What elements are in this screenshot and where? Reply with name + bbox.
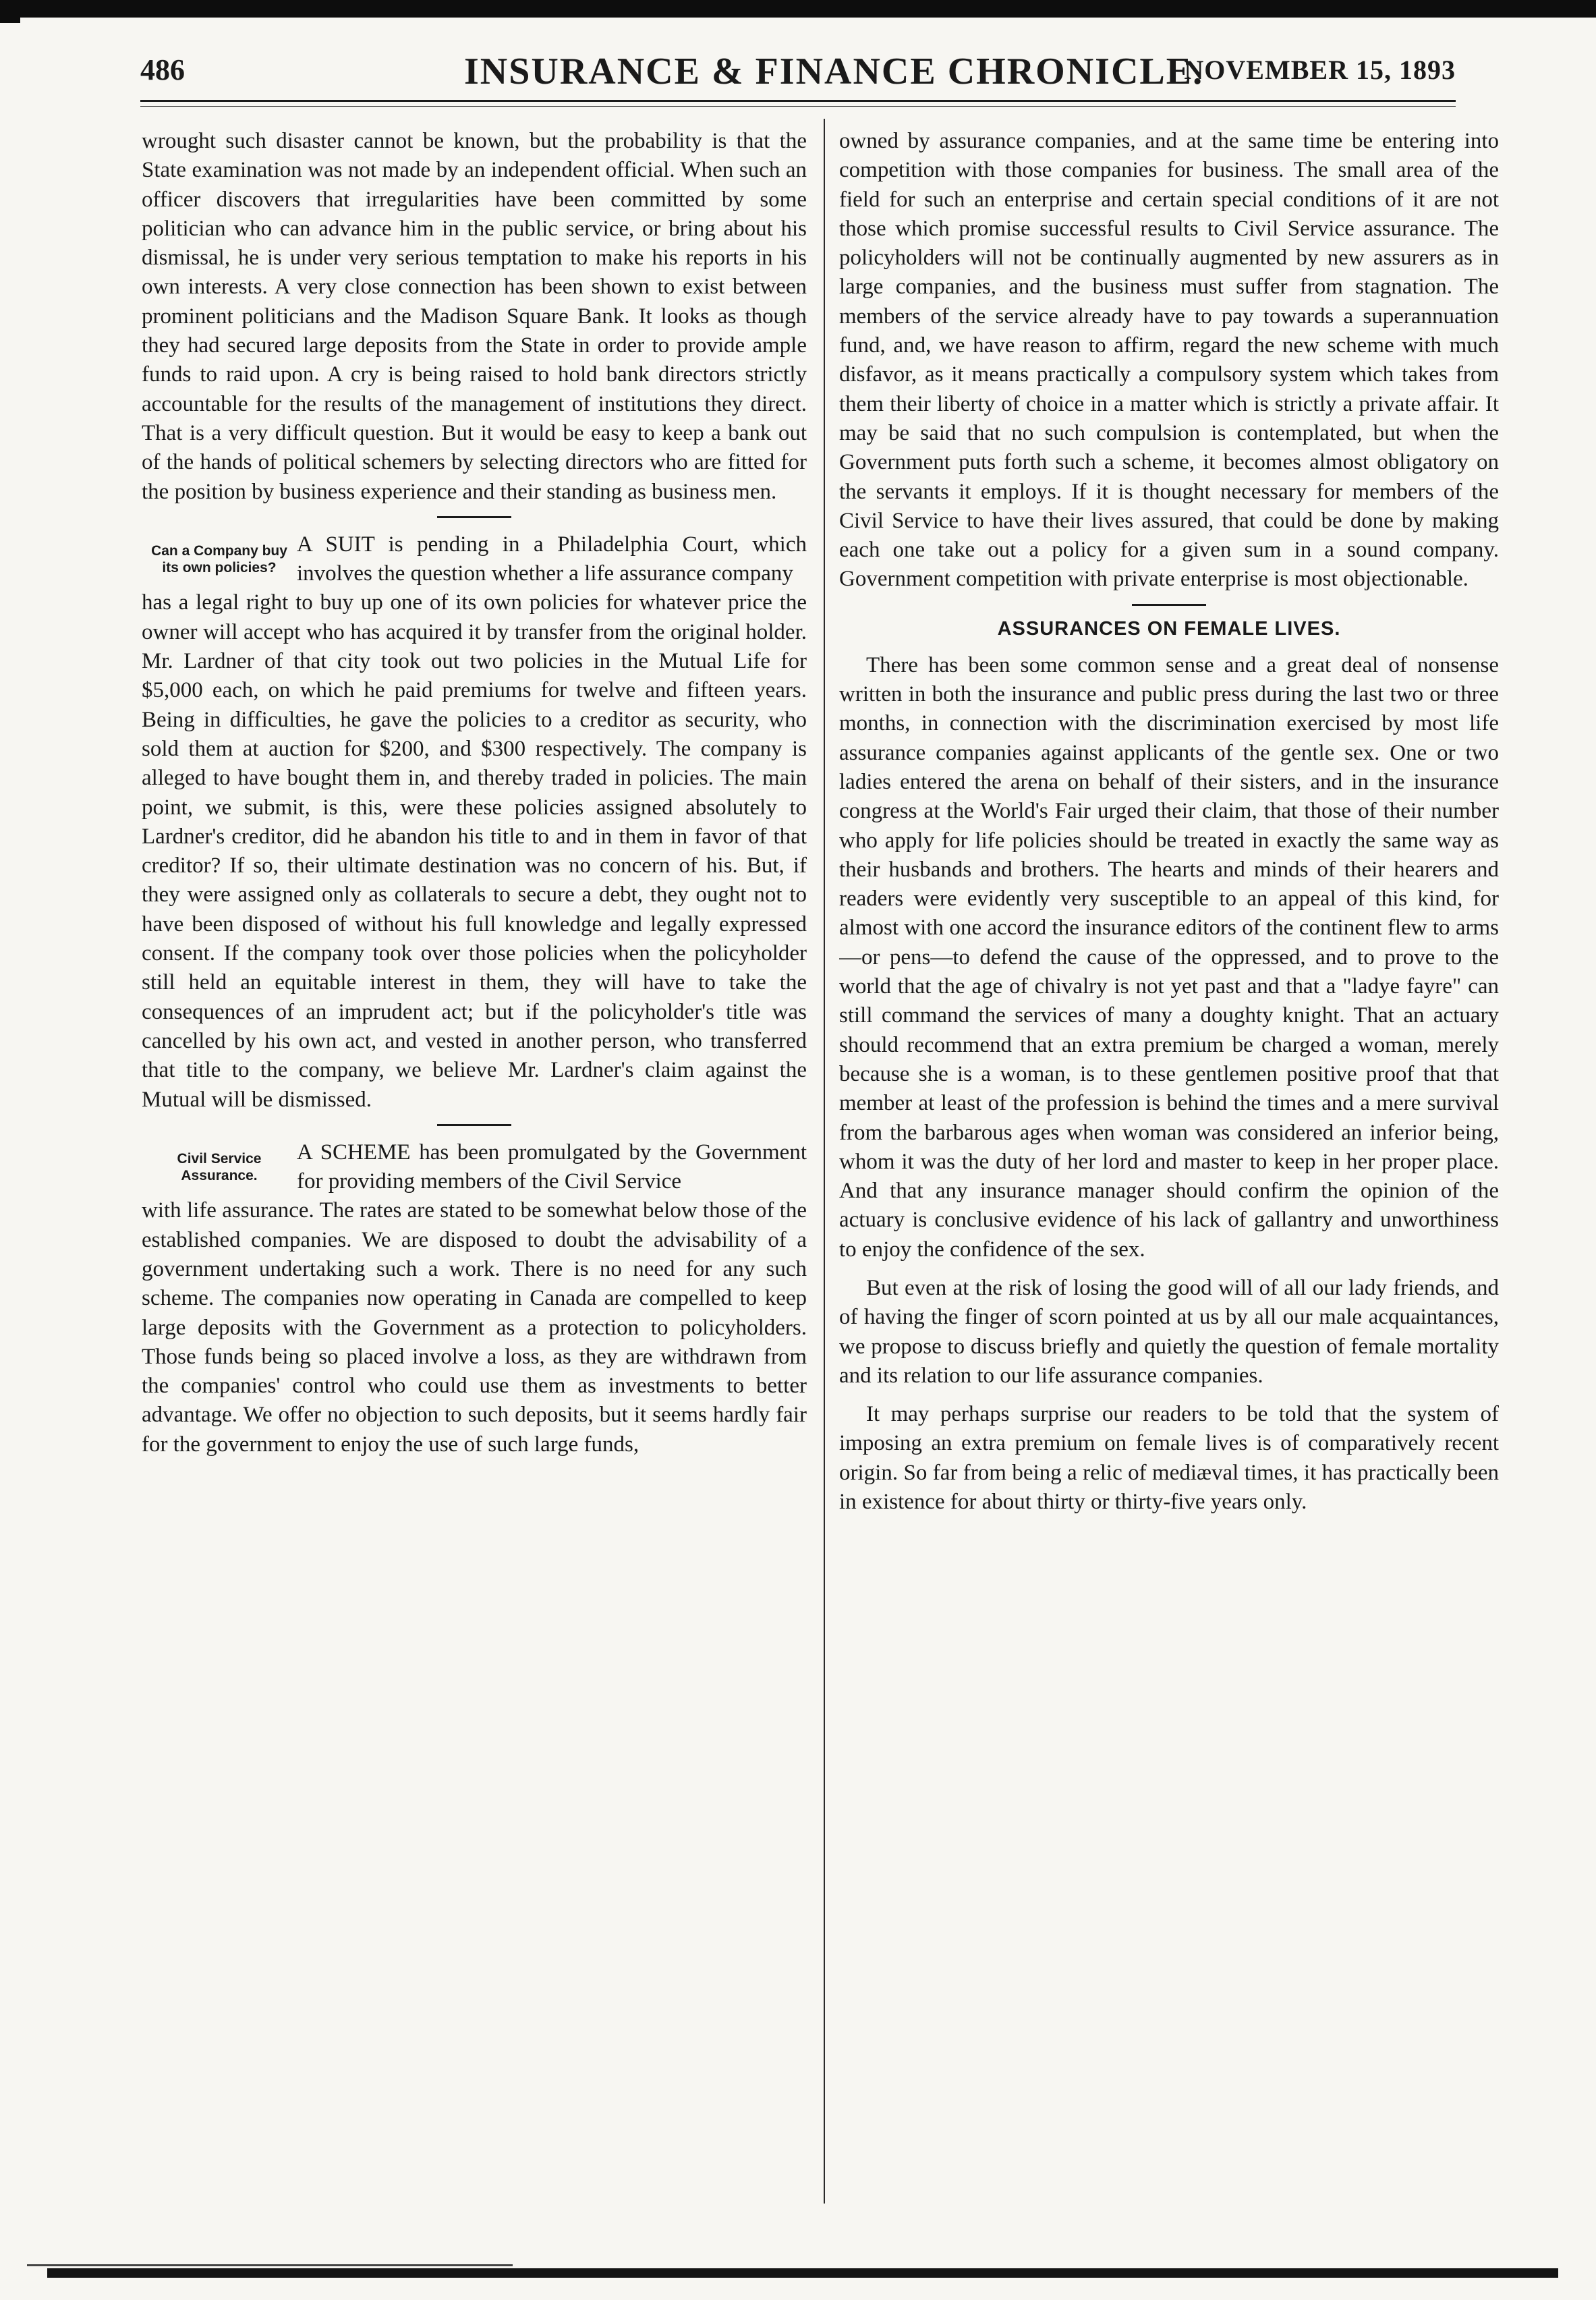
issue-date: NOVEMBER 15, 1893 bbox=[1184, 55, 1456, 85]
journal-title: INSURANCE & FINANCE CHRONICLE. bbox=[464, 51, 1204, 92]
bottom-thin-rule bbox=[27, 2264, 513, 2266]
top-border-tail bbox=[0, 18, 20, 23]
bank-article-continuation: wrought such disaster cannot be known, but the probability is that the State examination was not made by an independent official. When such an officer discovers that irregularities have been committed by some politician who can advance him in the public service, or bring about his dismissal, he is under very serious temptation to make his reports in his own interests. A very close connection has been shown to exist between prominent politicians and the Madison Square Bank. It looks as though they had secured large deposits from the State in order to provide ample funds to raid upon. A cry is being raised to hold bank directors strictly accountable for the results of the management of institutions they direct. That is a very difficult question. But it would be easy to keep a bank out of the hands of political schemers by selecting directors who are fitted for the position by business experience and their standing as business men. bbox=[142, 129, 807, 504]
company-policies-block bbox=[142, 530, 807, 589]
civil-service-conclusion: owned by assurance companies, and at the same time be entering into competition with those companies for business. The small area of the field for such an enterprise and certain special conditions of it are not those which promise successful results to Civil Service assurance. The policyholders will not be continually augmented by new assurers as in large companies, and the business must suffer from stagnation. The members of the service already have to pay towards a superannuation fund, and, we have reason to affirm, regard the new scheme with much disfavor, as it means practically a compulsory system which takes from them their liberty of choice in a matter which is strictly a private affair. It may be said that no such compulsion is contemplated, but when the Government puts forth such a scheme, it becomes almost obligatory on the servants it employs. If it is thought necessary for members of the Civil Service to have their lives assured, that could be done by making each one take out a policy for a given sum in a sound company. Government competition with private enterprise is most objectionable. bbox=[839, 129, 1499, 592]
header-rule bbox=[140, 100, 1456, 107]
female-lives-paragraph: But even at the risk of losing the good will of all our lady friends, and of having the finger of scorn pointed at us by all our male acquaintances, we propose to discuss briefly and quietly the question of female mortality and its relation to our life assurance companies. bbox=[839, 1275, 1499, 1388]
section-divider bbox=[437, 1124, 511, 1126]
civil-service-block bbox=[142, 1138, 807, 1197]
female-lives-paragraph: It may perhaps surprise our readers to be told that the system of imposing an extra premium on female lives is of comparatively recent origin. So far from being a relic of mediæval times, it has practically been in existence for about thirty or thirty-five years only. bbox=[839, 1402, 1499, 1515]
bottom-border-rule bbox=[47, 2268, 1558, 2278]
top-border-rule bbox=[0, 0, 1596, 18]
civil-service-intro: A SCHEME has been promulgated by the Government for providing members of the Civil Service bbox=[297, 1140, 807, 1194]
female-lives-paragraph: There has been some common sense and a great deal of nonsense written in both the insurance and public press during the last two or three months, in connection with the discrimination exercised by most life assurance companies against applicants of the gentle sex. One or two ladies entered the arena on behalf of their sisters, and in the insurance congress at the World's Fair urged their claim, that those of their number who apply for life policies should be treated in exactly the same way as their husbands and brothers. The hearts and minds of their hearers and readers were evidently very susceptible to an appeal of this kind, for almost with one accord the insurance editors of the continent flew to arms—or pens—to defend the cause of the oppressed, and to prove to the world that the age of chivalry is not yet past and that a "ladye fayre" can still command the services of many a doughty knight. That an actuary should recommend that an extra premium be charged a woman, merely because she is a woman, is to these gentlemen positive proof that that member at least of the profession is behind the times and a mere survival from the barbarous ages when woman was considered an inferior being, whom it was the duty of her lord and master to keep in her proper place. And that any insurance manager should confirm the opinion of the actuary is conclusive evidence of his lack of gallantry and unworthiness to enjoy the confidence of the sex. bbox=[839, 652, 1499, 1262]
company-policies-side-heading: Can a Company buy its own policies? bbox=[151, 542, 287, 576]
company-policies-intro: A SUIT is pending in a Philadelphia Court, which involves the question whether a life assurance company bbox=[297, 532, 807, 586]
page-header bbox=[140, 53, 1456, 94]
left-column bbox=[142, 127, 807, 2191]
page-number: 486 bbox=[140, 53, 185, 86]
company-policies-body: has a legal right to buy up one of its own policies for whatever price the owner will accept who has acquired it by transfer from the original holder. Mr. Lardner of that city took out two policies in the Mutual Life for $5,000 each, on which he paid premiums for twelve and fifteen years. Being in difficulties, he gave the policies to a creditor as security, who sold them at auction for $200, and $300 respectively. The company is alleged to have bought them in, and thereby traded in policies. The main point, we submit, is this, were these policies assigned absolutely to Lardner's creditor, did he abandon his title to and in them in favor of that creditor? If so, their ultimate destination was no concern of his. But, if they were assigned only as collaterals to secure a debt, they ought not to have been disposed of without his full knowledge and legally expressed consent. If the company took over those policies when the policyholder still held an equitable interest in them, they will have to take the consequences of an imprudent act; but if the policyholder's title was cancelled by his own act, and vested in another person, who transferred that title to the company, we believe Mr. Lardner's claim against the Mutual will be dismissed. bbox=[142, 590, 807, 1112]
civil-service-body: with life assurance. The rates are stated to be somewhat below those of the established companies. We are disposed to doubt the advisability of a government undertaking such a work. There is no need for any such scheme. The companies now operating in Canada are compelled to keep large deposits with the Government as a protection to policyholders. Those funds being so placed involve a loss, as they are withdrawn from the companies' control who could use them as investments to better advantage. We offer no objection to such deposits, but it seems hardly fair for the government to enjoy the use of such large funds, bbox=[142, 1198, 807, 1457]
column-divider bbox=[824, 119, 825, 2204]
civil-service-side-heading: Civil Service Assurance. bbox=[177, 1150, 262, 1183]
female-lives-heading: ASSURANCES ON FEMALE LIVES. bbox=[997, 617, 1341, 640]
section-divider bbox=[1132, 604, 1206, 606]
right-column bbox=[839, 127, 1499, 2191]
section-divider bbox=[437, 516, 511, 518]
